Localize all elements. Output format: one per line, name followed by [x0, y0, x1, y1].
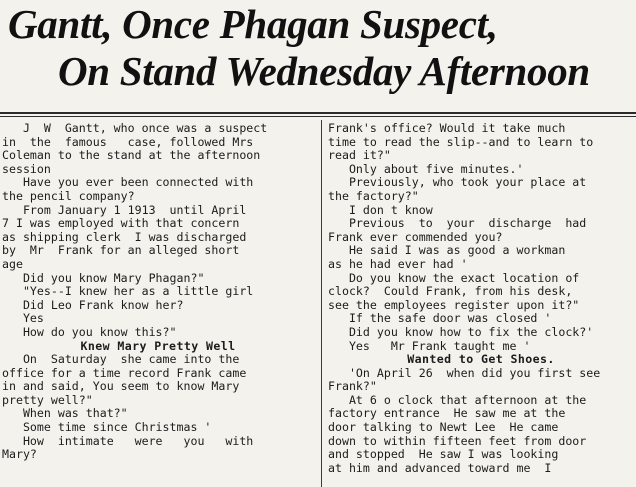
headline-line-1: Gantt, Once Phagan Suspect,	[8, 1, 498, 47]
text-line: Previous to your discharge had	[328, 217, 587, 231]
text-line: At 6 o clock that afternoon at the	[328, 393, 587, 407]
text-line: Frank?"	[328, 380, 377, 394]
text-line: session	[2, 162, 51, 176]
text-line: time to read the slip--and to learn to	[328, 135, 594, 149]
text-line: age	[2, 257, 23, 271]
text-line: From January 1 1913 until April	[2, 203, 247, 217]
subheading: Knew Mary Pretty Well	[80, 339, 236, 353]
text-line: Coleman to the stand at the afternoon	[2, 149, 261, 163]
article-column-left	[2, 122, 314, 462]
text-line: clock? Could Frank, from his desk,	[328, 285, 573, 299]
text-line: Frank ever commended you?	[328, 230, 503, 244]
column-divider	[321, 120, 322, 487]
text-line: Did Leo Frank know her?	[2, 298, 184, 312]
headline-rule	[0, 112, 636, 114]
text-line: Did you know Mary Phagan?"	[2, 271, 205, 285]
text-line: How intimate were you with	[2, 434, 254, 448]
text-line: down to within fifteen feet from door	[328, 434, 587, 448]
text-line: Have you ever been connected with	[2, 176, 254, 190]
text-line: at him and advanced toward me I	[328, 461, 552, 475]
headline-rule-thin	[0, 116, 636, 117]
text-line: as he had ever had '	[328, 257, 468, 271]
text-line: the factory?"	[328, 189, 419, 203]
text-line: On Saturday she came into the	[2, 353, 240, 367]
text-line: and stopped He saw I was looking	[328, 448, 559, 462]
text-line: Some time since Christmas '	[2, 421, 212, 435]
text-line: When was that?"	[2, 407, 128, 421]
text-line: Yes Mr Frank taught me '	[328, 339, 531, 353]
text-line: factory entrance He saw me at the	[328, 407, 566, 421]
text-line: the pencil company?	[2, 189, 135, 203]
article-column-right	[328, 122, 634, 475]
text-line: J W Gantt, who once was a suspect	[2, 122, 268, 135]
text-line: 7 I was employed with that concern	[2, 217, 240, 231]
text-line: office for a time record Frank came	[2, 366, 247, 380]
text-line: Only about five minutes.'	[328, 162, 524, 176]
text-line: pretty well?"	[2, 393, 93, 407]
text-line: as shipping clerk I was discharged	[2, 230, 247, 244]
text-line: Yes	[2, 312, 44, 326]
text-line: in the famous case, followed Mrs	[2, 135, 254, 149]
text-line: see the employees register upon it?"	[328, 298, 580, 312]
text-line: by Mr Frank for an alleged short	[2, 244, 240, 258]
text-line: Did you know how to fix the clock?'	[328, 325, 594, 339]
text-line: Previously, who took your place at	[328, 176, 587, 190]
text-line: Mary?	[2, 448, 37, 462]
text-line: I don t know	[328, 203, 433, 217]
text-line: read it?"	[328, 149, 391, 163]
text-line: Frank's office? Would it take much	[328, 122, 566, 135]
headline-line-2: On Stand Wednesday Afternoon	[58, 48, 590, 94]
text-line: How do you know this?"	[2, 325, 177, 339]
text-line: He said I was as good a workman	[328, 244, 566, 258]
text-line: 'On April 26 when did you first see	[328, 366, 601, 380]
headline	[0, 0, 636, 112]
text-line: in and said, You seem to know Mary	[2, 380, 240, 394]
text-line: Do you know the exact location of	[328, 271, 580, 285]
subheading: Wanted to Get Shoes.	[407, 353, 555, 367]
text-line: door talking to Newt Lee He came	[328, 421, 559, 435]
text-line: "Yes--I knew her as a little girl	[2, 285, 254, 299]
text-line: If the safe door was closed '	[328, 312, 552, 326]
